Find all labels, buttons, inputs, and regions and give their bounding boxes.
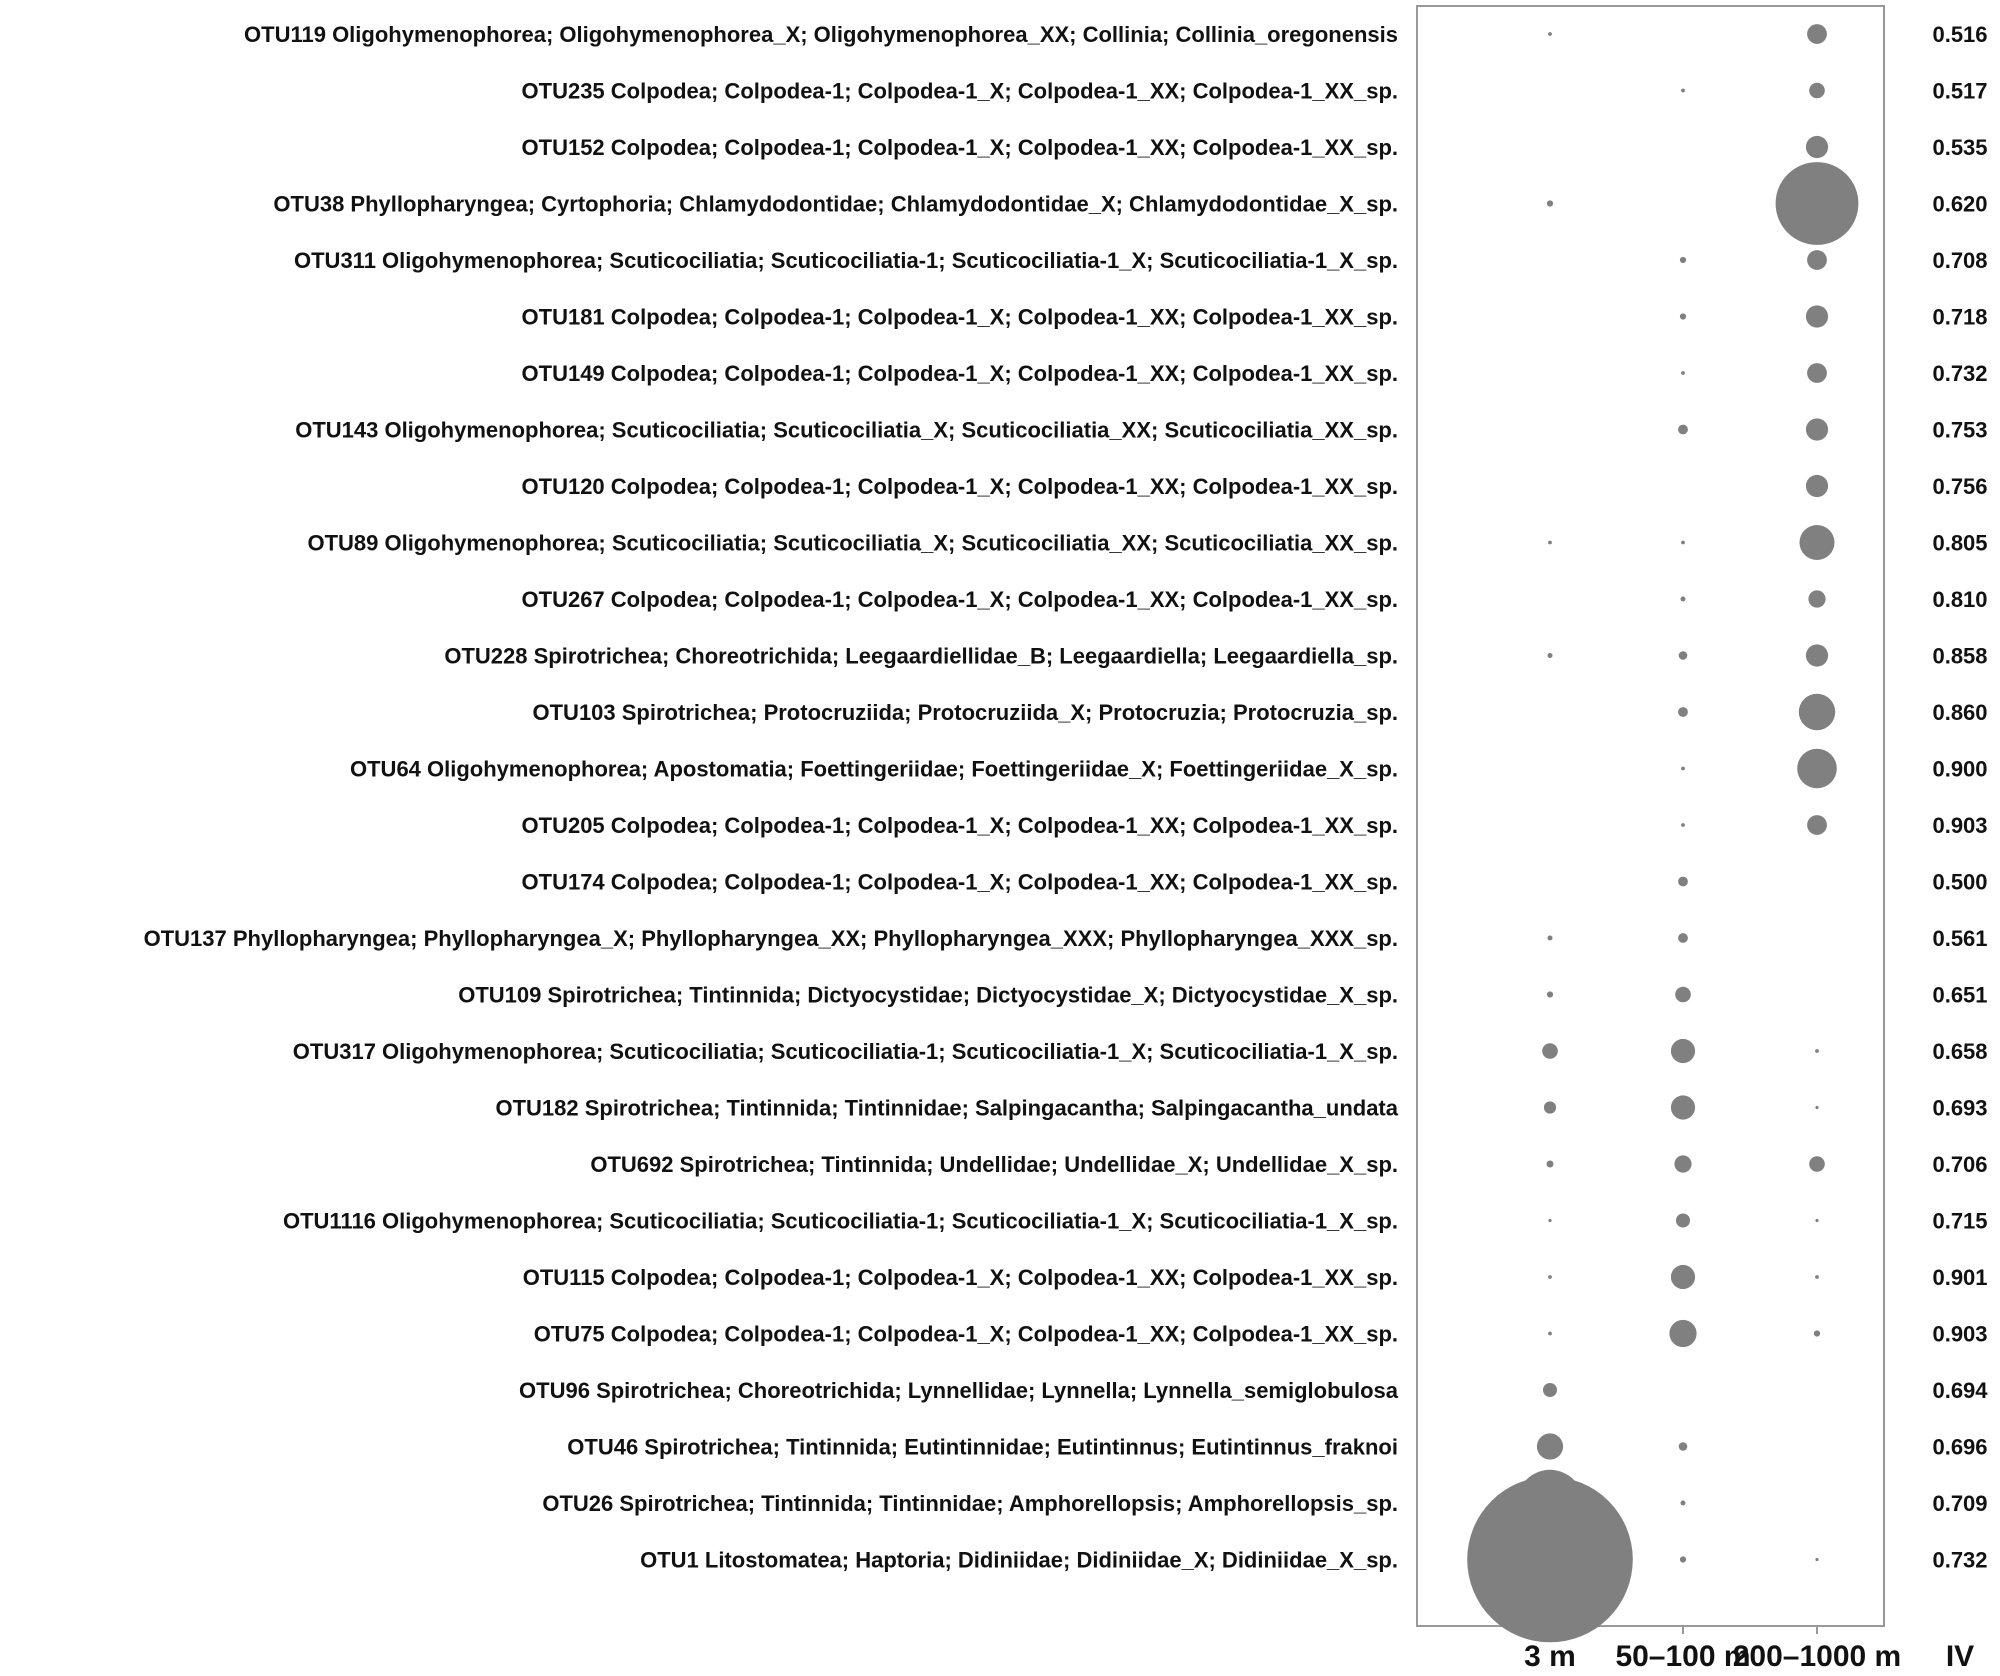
otu-label: OTU46 Spirotrichea; Tintinnida; Eutintinnidae; Eutintinnus; Eutintinnus_fraknoi: [567, 1434, 1398, 1460]
bubble: [1671, 1095, 1695, 1119]
otu-label: OTU692 Spirotrichea; Tintinnida; Undellidae; Undellidae_X; Undellidae_X_sp.: [590, 1152, 1398, 1177]
iv-value: 0.500: [1932, 869, 1988, 895]
bubble: [1807, 250, 1827, 270]
bubble: [1547, 991, 1553, 997]
bubble: [1815, 1049, 1819, 1053]
bubble: [1681, 597, 1686, 602]
bubble: [1807, 815, 1827, 835]
otu-labels: [144, 22, 1399, 1573]
x-category-label: 50–100 m: [1615, 1640, 1751, 1673]
iv-value: 0.903: [1932, 1321, 1988, 1347]
iv-value: 0.709: [1932, 1491, 1988, 1516]
iv-value: 0.535: [1932, 135, 1988, 160]
otu-label: OTU1 Litostomatea; Haptoria; Didiniidae; Didiniidae_X; Didiniidae_X_sp.: [640, 1547, 1398, 1573]
otu-label: OTU267 Colpodea; Colpodea-1; Colpodea-1_X; Colpodea-1_XX; Colpodea-1_XX_sp.: [521, 587, 1398, 612]
bubble: [1548, 1219, 1551, 1222]
iv-value: 0.756: [1932, 474, 1988, 499]
bubble: [1681, 823, 1685, 827]
iv-value: 0.517: [1932, 78, 1988, 104]
bubble: [1815, 1275, 1819, 1279]
bubble: [1807, 363, 1827, 383]
iv-value: 0.693: [1932, 1095, 1988, 1121]
iv-value: 0.694: [1932, 1378, 1988, 1403]
otu-label: OTU96 Spirotrichea; Choreotrichida; Lynnellidae; Lynnella; Lynnella_semiglobulosa: [519, 1378, 1398, 1403]
bubble: [1467, 1477, 1633, 1643]
bubble: [1806, 475, 1828, 497]
otu-label: OTU182 Spirotrichea; Tintinnida; Tintinnidae; Salpingacantha; Salpingacantha_undata: [495, 1095, 1398, 1121]
iv-value: 0.858: [1932, 643, 1988, 669]
otu-label: OTU181 Colpodea; Colpodea-1; Colpodea-1_X; Colpodea-1_XX; Colpodea-1_XX_sp.: [521, 304, 1398, 330]
bubble: [1680, 1556, 1686, 1562]
bubble: [1548, 32, 1552, 36]
otu-label: OTU311 Oligohymenophorea; Scuticociliatia; Scuticociliatia-1; Scuticociliatia-1_X; Scuticociliatia-1_X_sp.: [294, 248, 1398, 273]
bubble: [1806, 136, 1828, 158]
bubble: [1800, 525, 1835, 560]
iv-value: 0.651: [1932, 982, 1988, 1008]
bubble: [1815, 1106, 1818, 1109]
bubble: [1548, 1332, 1552, 1336]
bubble: [1548, 936, 1553, 941]
bubbles: [1467, 24, 1858, 1642]
iv-value: 0.860: [1932, 700, 1988, 725]
otu-label: OTU75 Colpodea; Colpodea-1; Colpodea-1_X; Colpodea-1_XX; Colpodea-1_XX_sp.: [533, 1321, 1398, 1347]
iv-value: 0.753: [1932, 417, 1988, 443]
iv-values: [1932, 22, 1988, 1573]
iv-value: 0.732: [1932, 361, 1988, 386]
bubble: [1676, 1214, 1690, 1228]
otu-label: OTU38 Phyllopharyngea; Cyrtophoria; Chlamydodontidae; Chlamydodontidae_X; Chlamydodontidae_X_sp.: [273, 191, 1398, 217]
bubble: [1807, 24, 1827, 44]
otu-label: OTU137 Phyllopharyngea; Phyllopharyngea_X; Phyllopharyngea_XX; Phyllopharyngea_XXX; Phyllopharyngea_XXX_sp.: [143, 926, 1398, 951]
bubble: [1806, 644, 1828, 666]
otu-label: OTU109 Spirotrichea; Tintinnida; Dictyocystidae; Dictyocystidae_X; Dictyocystidae_X_sp.: [458, 982, 1398, 1008]
bubble: [1809, 83, 1825, 99]
bubble: [1679, 651, 1688, 660]
otu-label: OTU103 Spirotrichea; Protocruziida; Protocruziida_X; Protocruzia; Protocruzia_sp.: [532, 700, 1398, 725]
otu-label: OTU143 Oligohymenophorea; Scuticociliatia; Scuticociliatia_X; Scuticociliatia_XX; Scuticociliatia_XX_sp.: [295, 417, 1398, 443]
bubble: [1808, 590, 1825, 607]
iv-value: 0.696: [1932, 1434, 1988, 1460]
otu-label: OTU89 Oligohymenophorea; Scuticociliatia; Scuticociliatia_X; Scuticociliatia_XX; Scuticociliatia_XX_sp.: [307, 530, 1398, 556]
otu-label: OTU1116 Oligohymenophorea; Scuticociliatia; Scuticociliatia-1; Scuticociliatia-1_X; Scuticociliatia-1_X_sp.: [282, 1208, 1398, 1234]
otu-label: OTU205 Colpodea; Colpodea-1; Colpodea-1_X; Colpodea-1_XX; Colpodea-1_XX_sp.: [521, 813, 1398, 838]
iv-value: 0.810: [1932, 587, 1988, 612]
bubble: [1671, 1265, 1695, 1289]
iv-value: 0.620: [1932, 191, 1988, 217]
bubble: [1680, 257, 1686, 263]
bubble: [1681, 541, 1685, 545]
iv-value: 0.708: [1932, 248, 1988, 273]
x-category-label: 3 m: [1524, 1640, 1576, 1673]
iv-value: 0.658: [1932, 1039, 1988, 1064]
bubble: [1814, 1330, 1820, 1336]
iv-value: 0.732: [1932, 1547, 1988, 1573]
otu-label: OTU228 Spirotrichea; Choreotrichida; Leegaardiellidae_B; Leegaardiella; Leegaardiella_sp.: [444, 643, 1398, 669]
bubble: [1678, 707, 1688, 717]
iv-value: 0.805: [1932, 530, 1988, 556]
bubble: [1543, 1383, 1557, 1397]
iv-value: 0.901: [1932, 1265, 1988, 1290]
otu-label: OTU235 Colpodea; Colpodea-1; Colpodea-1_X; Colpodea-1_XX; Colpodea-1_XX_sp.: [521, 78, 1398, 104]
bubble: [1797, 749, 1837, 789]
iv-value: 0.706: [1932, 1152, 1988, 1177]
bubble: [1806, 305, 1828, 327]
otu-label: OTU120 Colpodea; Colpodea-1; Colpodea-1_X; Colpodea-1_XX; Colpodea-1_XX_sp.: [521, 474, 1398, 499]
iv-value: 0.718: [1932, 304, 1988, 330]
bubble: [1674, 1155, 1691, 1172]
bubble: [1548, 541, 1552, 545]
otu-label: OTU26 Spirotrichea; Tintinnida; Tintinnidae; Amphorellopsis; Amphorellopsis_sp.: [542, 1491, 1398, 1516]
bubble: [1679, 1442, 1688, 1451]
bubble: [1537, 1433, 1563, 1459]
bubble: [1547, 200, 1553, 206]
bubble: [1815, 1558, 1818, 1561]
bubble: [1544, 1101, 1556, 1113]
iv-value: 0.715: [1932, 1208, 1988, 1234]
bubble: [1809, 1156, 1825, 1172]
bubble: [1548, 1275, 1552, 1279]
bubble: [1681, 371, 1685, 375]
bubble: [1548, 653, 1553, 658]
bubble: [1542, 1043, 1558, 1059]
otu-label: OTU317 Oligohymenophorea; Scuticociliatia; Scuticociliatia-1; Scuticociliatia-1_X; Scuticociliatia-1_X_sp.: [292, 1039, 1398, 1064]
otu-label: OTU119 Oligohymenophorea; Oligohymenophorea_X; Oligohymenophorea_XX; Collinia; Collinia_oregonensis: [244, 22, 1398, 47]
x-axis-labels: [1524, 1640, 1901, 1673]
iv-value: 0.516: [1932, 22, 1988, 47]
bubble: [1681, 767, 1685, 771]
bubble: [1815, 1219, 1818, 1222]
iv-value: 0.900: [1932, 756, 1988, 782]
otu-label: OTU152 Colpodea; Colpodea-1; Colpodea-1_X; Colpodea-1_XX; Colpodea-1_XX_sp.: [521, 135, 1398, 160]
bubble: [1681, 89, 1685, 93]
bubble: [1799, 694, 1835, 730]
x-category-label: 200–1000 m: [1732, 1640, 1902, 1673]
bubble: [1671, 1039, 1695, 1063]
bubble: [1806, 418, 1828, 440]
bubble: [1678, 425, 1688, 435]
iv-value: 0.903: [1932, 813, 1988, 838]
bubble: [1678, 933, 1688, 943]
iv-value: 0.561: [1932, 926, 1988, 951]
bubble: [1680, 313, 1686, 319]
bubble: [1681, 1501, 1686, 1506]
bubble: [1776, 162, 1859, 245]
bubble: [1669, 1320, 1696, 1347]
otu-label: OTU149 Colpodea; Colpodea-1; Colpodea-1_X; Colpodea-1_XX; Colpodea-1_XX_sp.: [521, 361, 1398, 386]
bubble: [1675, 987, 1691, 1003]
otu-label: OTU115 Colpodea; Colpodea-1; Colpodea-1_X; Colpodea-1_XX; Colpodea-1_XX_sp.: [522, 1265, 1398, 1290]
bubble: [1547, 1161, 1554, 1168]
iv-header: IV: [1945, 1640, 1975, 1673]
otu-label: OTU174 Colpodea; Colpodea-1; Colpodea-1_X; Colpodea-1_XX; Colpodea-1_XX_sp.: [521, 869, 1398, 895]
otu-label: OTU64 Oligohymenophorea; Apostomatia; Foettingeriidae; Foettingeriidae_X; Foettingeriidae_X_sp.: [350, 756, 1398, 782]
bubble: [1678, 877, 1688, 887]
